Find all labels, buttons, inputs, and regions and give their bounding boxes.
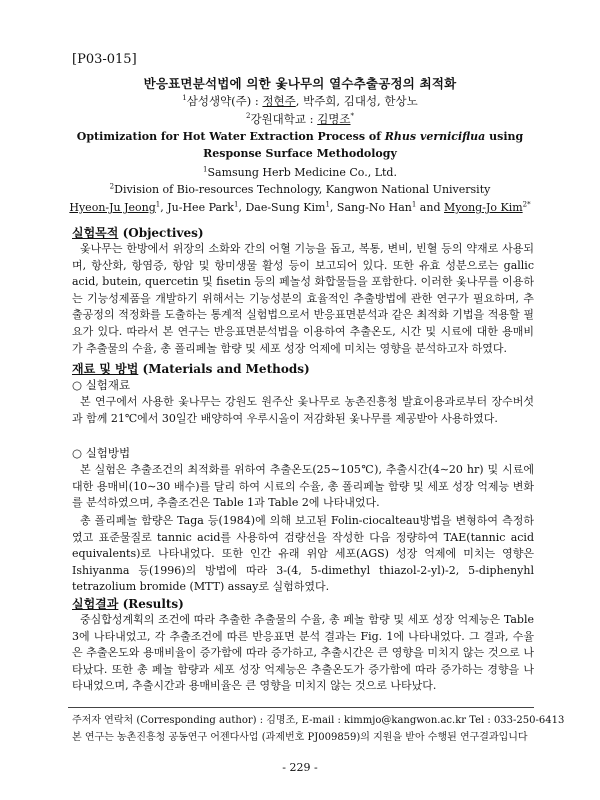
methods-paragraph-1: 본 실험은 추출조건의 최적화를 위하여 추출온도(25∼105℃), 추출시간(4∼20 hr) 및 시료에 대한 용매비(10∼30 배수)를 달리 하여 시료의 수율, 총 폴리페놀 함량 및 세포 성장 억제능 변화를 분석하였으며, 추출조건은 Table 1과 Table 2에 나타내었다. bbox=[72, 463, 534, 510]
english-title-line-1 bbox=[60, 130, 540, 143]
co-authors: , 박주희, 김대성, 한상노 bbox=[295, 94, 418, 108]
affiliation-name: 강원대학교 : bbox=[250, 112, 318, 126]
english-authors bbox=[40, 201, 560, 214]
affiliation-name: Division of Bio-resources Technology, Kangwon National University bbox=[114, 183, 491, 196]
author-affiliation-mark: 2* bbox=[522, 200, 531, 209]
title-text: Optimization for Hot Water Extraction Process of bbox=[76, 130, 385, 143]
korean-authors-line-2 bbox=[60, 111, 540, 127]
korean-title: 반응표면분석법에 의한 옻나무의 열수추출공정의 최적화 bbox=[143, 76, 457, 91]
author-affiliation-mark: 1 bbox=[411, 200, 417, 209]
section-heading-ko: 재료 및 방법 bbox=[72, 362, 139, 376]
affiliation-name: 삼성생약(주) : bbox=[186, 94, 263, 108]
author-separator: , bbox=[160, 201, 168, 214]
methods-paragraph-2: 총 폴리페놀 함량은 Taga 등(1984)에 의해 보고된 Folin-ciocalteau방법을 변형하여 측정하였고 표준물질로 tannic acid를 사용하여 검량선을 작성한 다음 정량하여 TAE(tannic acid equivalents)로 나타내었다. 또한 인간 유래 위암 세포(AGS) 성장 억제에 미치는 영향은 Ishiyanma 등(1996)의 방법에 따라 3-(4, 5-dimethyl thiazol-2-yl)-2, 5-diphenyhl tetrazolium bromide (MTT) assay로 실험하였다. bbox=[72, 514, 534, 594]
author-name: Dae-Sung Kim bbox=[245, 201, 326, 214]
section-heading-objectives bbox=[72, 224, 204, 241]
english-title-line-2: Response Surface Methodology bbox=[203, 147, 397, 160]
affiliation-name: Samsung Herb Medicine Co., Ltd. bbox=[207, 166, 397, 179]
affiliation-mark: 1 bbox=[203, 165, 208, 174]
english-affiliation-1 bbox=[60, 166, 540, 179]
section-heading-en: (Materials and Methods) bbox=[142, 362, 310, 376]
author-name: Sang-No Han bbox=[336, 201, 412, 214]
footnote-divider bbox=[68, 707, 534, 708]
materials-paragraph: 본 연구에서 사용한 옻나무는 강원도 원주산 옻나무로 농촌진흥청 발효이용과로부터 장수버섯과 함께 21℃에서 30일간 배양하여 우루시올이 저감화된 옻나무를 제공받아 사용하였다. bbox=[72, 395, 534, 425]
objectives-paragraph: 옻나무는 한방에서 위장의 소화와 간의 어혈 기능을 돕고, 복통, 변비, 빈혈 등의 약재로 사용되며, 항산화, 항염증, 항암 및 항미생물 활성 등이 보고되어 있다. 또한 유효 성분으로는 gallic acid, butein, quercetin 및 fisetin 등의 페놀성 화합물들을 포함한다. 이러한 옻나무를 이용하는 기능성제품을 개발하기 위해서는 기능성분의 효율적인 추출방법에 관한 연구가 필요하며, 추출공정의 적정화를 도출하는 통계적 실험법으로서 반응표면분석과 같은 최적화 기법을 적용할 필요가 있다. 따라서 본 연구는 반응표면분석법을 이용하여 추출온도, 시간 및 시료에 대한 용매비가 추출물의 수율, 총 폴리페놀 함량 및 세포 성장 억제에 미치는 영향을 분석하고자 하였다. bbox=[72, 242, 534, 355]
corresponding-mark: * bbox=[350, 112, 355, 121]
author-affiliation-mark: 1 bbox=[155, 200, 161, 209]
author-separator: , bbox=[329, 201, 337, 214]
section-heading-en: (Results) bbox=[122, 597, 184, 611]
section-heading-results bbox=[72, 595, 184, 612]
subheading-methods: ○ 실험방법 bbox=[72, 446, 131, 460]
section-heading-en: (Objectives) bbox=[122, 226, 204, 240]
section-heading-methods bbox=[72, 360, 310, 377]
author-affiliation-mark: 1 bbox=[325, 200, 330, 209]
results-paragraph: 중심합성계획의 조건에 따라 추출한 추출물의 수율, 총 페놀 함량 및 세포 성장 억제능은 Table 3에 나타내었고, 각 추출조건에 따른 반응표면 분석 결과는 Fig. 1에 나타내었다. 그 결과, 수율은 추출온도와 용매비율이 증가함에 따라 증가하고, 추출시간은 큰 영향을 미치지 않는 것으로 나타났다. 또한 총 페놀 함량과 세포 성장 억제능은 추출온도가 증가함에 따라 증가하는 경향을 나타내었으며, 추출시간과 용매비율은 큰 영향을 미치지 않는 것으로 나타났다. bbox=[72, 613, 534, 693]
footnote-corresponding-author: 주저자 연락처 (Corresponding author) : 김명조, E-mail : kimmjo@kangwon.ac.kr Tel : 033-250-6413 bbox=[72, 715, 565, 726]
presenting-author: 정현주 bbox=[262, 94, 296, 108]
title-text: using bbox=[485, 130, 524, 143]
korean-authors-line-1 bbox=[60, 93, 540, 109]
author-separator: and bbox=[416, 201, 444, 214]
species-name: Rhus verniciflua bbox=[384, 130, 486, 143]
english-affiliation-2 bbox=[60, 183, 540, 196]
author-affiliation-mark: 1 bbox=[233, 200, 239, 209]
affiliation-mark: 2 bbox=[109, 182, 115, 191]
section-heading-ko: 실험목적 bbox=[72, 226, 119, 240]
abstract-code: [P03-015] bbox=[72, 52, 137, 67]
affiliation-mark: 1 bbox=[182, 94, 187, 103]
subheading-materials: ○ 실험재료 bbox=[72, 378, 131, 392]
page-number: - 229 - bbox=[282, 761, 318, 774]
affiliation-mark: 2 bbox=[245, 112, 251, 121]
footnote-funding: 본 연구는 농촌진흥청 공동연구 어젠다사업 (과제번호 PJ009859)의 지원을 받아 수행된 연구결과입니다 bbox=[72, 732, 528, 743]
author-name: Hyeon-Ju Jeong bbox=[69, 201, 156, 214]
corresponding-author: 김명조 bbox=[317, 112, 351, 126]
author-separator: , bbox=[238, 201, 246, 214]
section-heading-ko: 실험결과 bbox=[72, 597, 119, 611]
author-name: Myong-Jo Kim bbox=[444, 201, 523, 214]
author-name: Ju-Hee Park bbox=[167, 201, 234, 214]
